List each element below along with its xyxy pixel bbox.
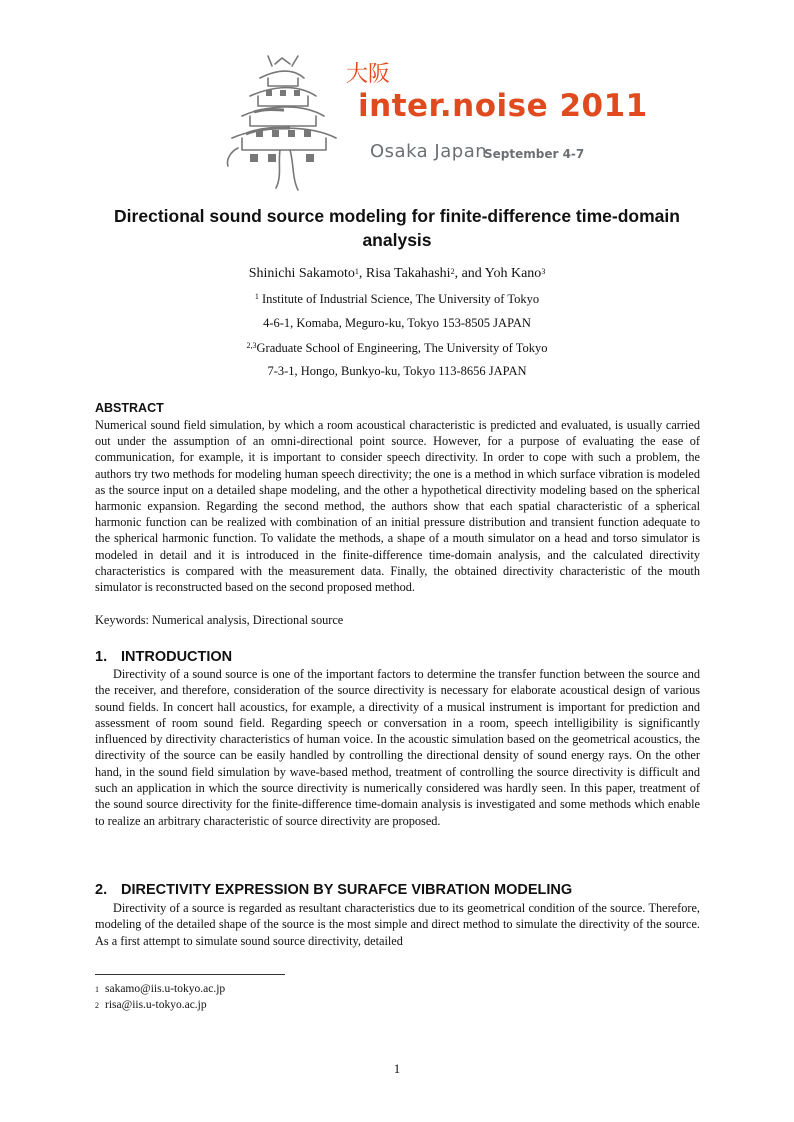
directivity-body: Directivity of a source is regarded as resultant characteristics due to its geometrical condition of the source. Therefore, modeling of the detailed shape of the source is the most simple and direct method to simulate the directivity of the source. As a first attempt to simulate sound source directivity, detailed	[95, 901, 700, 948]
paper-title: Directional sound source modeling for finite-difference time-domain analysis	[114, 206, 680, 250]
affiliation-2	[84, 339, 710, 357]
footnote-2	[95, 998, 207, 1013]
footnote-mark: 2	[95, 1001, 99, 1010]
affiliation-1-address: 4-6-1, Komaba, Meguro-ku, Tokyo 153-8505 JAPAN	[263, 316, 531, 330]
section-heading-introduction	[95, 648, 232, 666]
footnote-1	[95, 982, 225, 997]
section-heading-directivity	[95, 881, 572, 899]
footnote-divider	[95, 974, 285, 975]
affiliation-2-address: 7-3-1, Hongo, Bunkyo-ku, Tokyo 113-8656 JAPAN	[267, 364, 527, 378]
author-mark: 1	[354, 267, 359, 276]
kanji-logo: 大阪	[346, 62, 391, 87]
footnote-mark: 1	[95, 985, 99, 994]
introduction-body: Directivity of a sound source is one of the important factors to determine the transfer function between the source and the receiver, and therefore, consideration of the source directivity is necessary for elaborate acoustical design of various sound fields. In concert hall acoustics, for example, a directivity of a musical instrument is important for prediction and assessment of room sound field. Regarding speech or conversation in a room, speech intelligibility is significantly influenced by directivity characteristics of human voice. In the acoustic simulation based on the geometrical acoustics, the directivity of the source can be easily handled by controlling the directional density of sound energy rays. On the other hand, in the sound field simulation by wave-based method, treatment of controlling the source directivity is difficult and such an application in which the source directivity is numerically considered was hardly seen. In this paper, treatment of the sound source directivity for the finite-difference time-domain analysis is investigated and some methods which enable to realize an arbitrary characteristic of source directivity are proposed.	[95, 667, 700, 828]
conference-logo	[220, 52, 648, 192]
author-name: Yoh Kano	[484, 266, 542, 281]
author-separator: ,	[358, 266, 366, 281]
section-title: DIRECTIVITY EXPRESSION BY SURAFCE VIBRATION MODELING	[121, 882, 573, 898]
footnote-email: risa@iis.u-tokyo.ac.jp	[105, 999, 207, 1011]
abstract-body: Numerical sound field simulation, by which a room acoustical characteristic is predicted and evaluated, is usually carried out under the assumption of an omni-directional point source. However, for a purpose of evaluating the ease of communication, for example, it is important to consider speech directivity. In order to cope with such a problem, the authors try two methods for modeling human speech directivity; the one is a method in which surface vibration is modeled as the source input on a detailed shape modeling, and the other a hypothetical directivity modeling based on the spherical harmonic expansion. Regarding the second method, the authors show that each spatial characteristic of a spherical harmonic function can be realized with combination of an initial pressure distribution and transient function adequate to the spherical harmonic function. To validate the methods, a shape of a mouth simulator on a head and torso simulator is modeled in detail and it is introduced in the finite-difference time-domain analysis, and the calculated directivity characteristics is compared with the measurement data. Finally, the obtained directivity characteristic of the mouth simulator is reconstructed based on the second proposed method.	[95, 418, 700, 595]
author-separator: , and	[454, 266, 485, 281]
affiliation-mark: 2,3	[246, 341, 257, 350]
conference-brand: inter.noise 2011	[358, 88, 648, 124]
author-mark: 3	[541, 267, 546, 276]
keywords: Keywords: Numerical analysis, Directional source	[95, 613, 344, 627]
footnote-email: sakamo@iis.u-tokyo.ac.jp	[105, 983, 226, 995]
author-name: Shinichi Sakamoto	[248, 266, 355, 281]
section-number: 2.	[95, 882, 108, 898]
affiliation-mark: 1	[254, 292, 259, 301]
section-title: INTRODUCTION	[121, 649, 233, 665]
section-number: 1.	[95, 649, 108, 665]
conference-dates: September 4-7	[484, 147, 585, 161]
author-mark: 2	[450, 267, 455, 276]
affiliation-1	[84, 290, 710, 308]
conference-location: Osaka Japan	[370, 141, 488, 162]
author-list	[84, 264, 710, 284]
page-number: 1	[393, 1061, 401, 1076]
author-name: Risa Takahashi	[365, 266, 451, 281]
affiliation-name: Institute of Industrial Science, The University of Tokyo	[262, 292, 540, 306]
abstract-heading: ABSTRACT	[95, 401, 164, 415]
affiliation-name: Graduate School of Engineering, The University of Tokyo	[256, 341, 548, 355]
osaka-castle-icon	[220, 52, 360, 192]
